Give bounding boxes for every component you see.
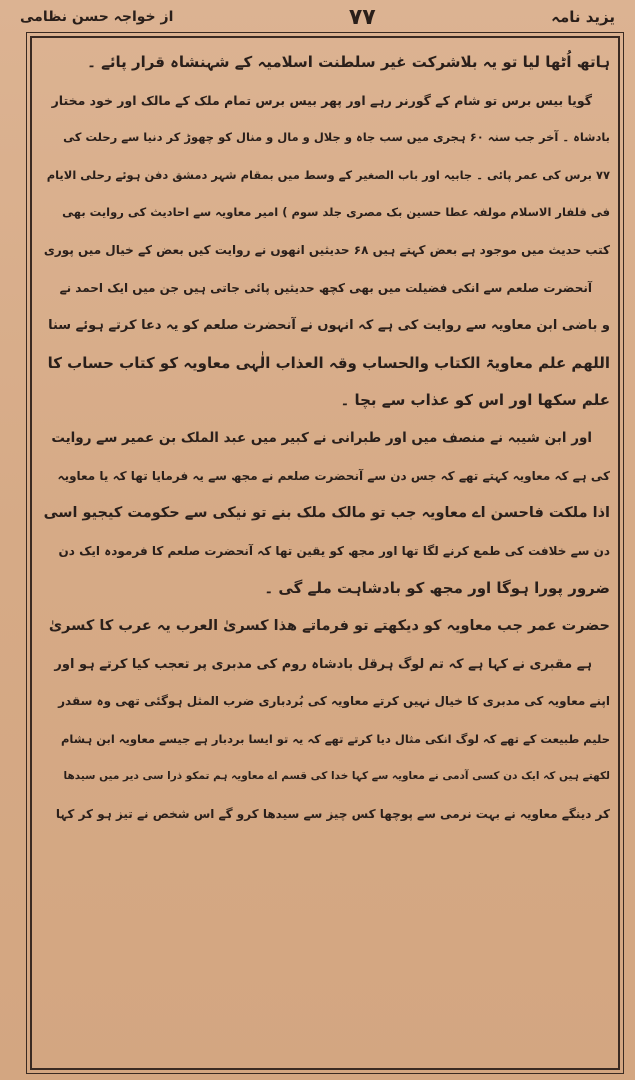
text-line: حلیم طبیعت کے تھے کہ لوگ انکی مثال دیا کرتے تھے کہ یہ تو ایسا بردبار ہے جیسے معاویہ ابن ہشام <box>61 731 610 746</box>
book-title: یزید نامہ <box>551 8 615 26</box>
body-text <box>40 44 610 833</box>
page-number: ۷۷ <box>348 4 376 30</box>
text-line: و باضی ابن معاویہ سے روایت کی ہے کہ انہوں نے آنحضرت صلعم کو یہ دعا کرتے ہوئے سنا <box>48 318 610 334</box>
text-line: اذا ملکت فاحسن اے معاویہ جب تو مالک ملک بنے تو نیکی سے حکومت کیجیو اسی <box>43 505 610 522</box>
text-line: آنحضرت صلعم سے انکی فضیلت میں بھی کچھ حدیثیں پائی جاتی ہیں جن میں ایک احمد نے <box>59 280 592 295</box>
author-name: از خواجہ حسن نظامی <box>20 9 174 25</box>
text-line: اور ابن شیبہ نے منصف میں اور طبرانی نے کبیر میں عبد الملک بن عمیر سے روایت <box>51 429 592 446</box>
text-line: علم سکھا اور اس کو عذاب سے بچا ۔ <box>340 391 610 410</box>
text-line: اللھم علم معاویۃ الکتاب والحساب وقہ العذاب الٰہی معاویہ کو کتاب حساب کا <box>47 353 610 372</box>
text-line: ہے مقبری نے کہا ہے کہ تم لوگ ہرقل بادشاہ روم کی مدبری پر تعجب کیا کرتے ہو اور <box>54 656 592 672</box>
text-line: ضرور پورا ہوگا اور مجھ کو بادشاہت ملے گی ۔ <box>264 579 610 598</box>
text-line: کی ہے کہ معاویہ کہتے تھے کہ جس دن سے آنحضرت صلعم نے مجھ سے یہ فرمایا تھا کہ یا معاویہ <box>57 468 610 483</box>
text-line: حضرت عمر جب معاویہ کو دیکھتے تو فرماتے ھذا کسریٰ العرب یہ عرب کا کسریٰ <box>48 617 610 634</box>
page-header <box>0 0 635 34</box>
text-line: اپنے معاویہ کی مدبری کا خیال نہیں کرتے معاویہ کی بُردباری ضرب المثل ہوگئی تھی وہ سقدر <box>58 694 610 709</box>
text-line: ہاتھ اُٹھا لیا تو یہ بلاشرکت غیر سلطنت اسلامیہ کے شہنشاہ قرار پائے ۔ <box>87 53 610 71</box>
text-line: بادشاہ ۔ آخر جب سنہ ۶۰ ہجری میں سب جاہ و جلال و مال و منال کو چھوڑ کر دنیا سے رحلت کی <box>63 130 610 145</box>
text-line: فی فلفار الاسلام مولفہ عطا حسین بک مصری جلد سوم ) امیر معاویہ سے احادیث کی روایت بھی <box>62 205 610 220</box>
text-line: ۷۷ برس کی عمر پائی ۔ جابیہ اور باب الصغیر کے وسط میں بمقام شہر دمشق دفن ہوئے رحلی الایام <box>46 167 610 182</box>
text-line: کتب حدیث میں موجود ہے بعض کہتے ہیں ۶۸ حدیثیں انھوں نے روایت کیں بعض کے خیال میں پوری <box>43 242 610 257</box>
text-line: دن سے خلافت کی طمع کرنے لگا تھا اور مجھ کو یقین تھا کہ آنحضرت صلعم کا فرمودہ ایک دن <box>58 543 610 558</box>
text-line: گویا بیس برس تو شام کے گورنر رہے اور پھر بیس برس تمام ملک کے مالک اور خود مختار <box>51 92 592 108</box>
text-line: کر دینگے معاویہ نے بہت نرمی سے پوچھا کس چیز سے سیدھا کرو گے اس شخص نے تیز ہو کر کہا <box>55 806 610 821</box>
text-line: لکھتے ہیں کہ ایک دن کسی آدمی نے معاویہ سے کہا خدا کی قسم اے معاویہ ہم تمکو ذرا سی دیر میں سیدھا <box>63 770 610 783</box>
